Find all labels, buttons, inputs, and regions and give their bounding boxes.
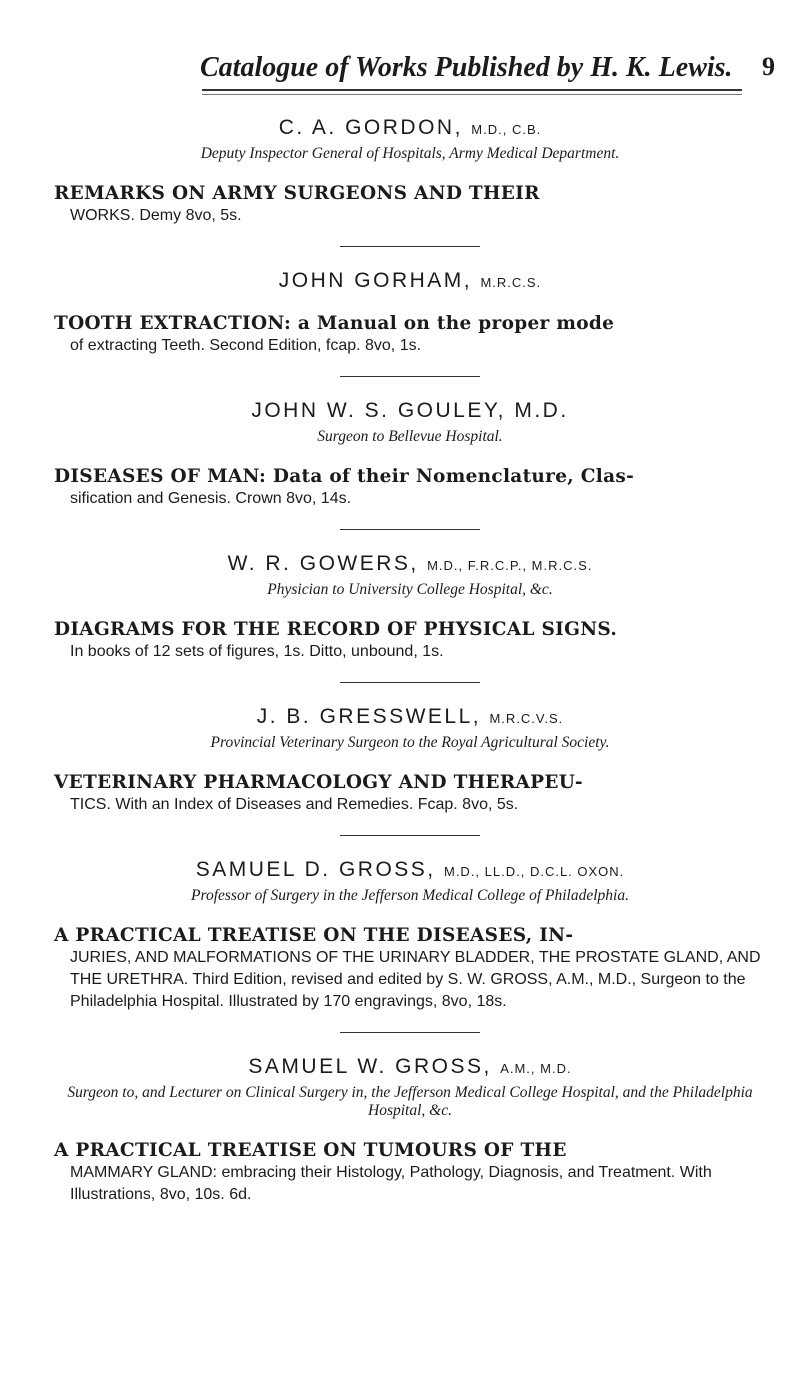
entry-divider bbox=[340, 835, 480, 836]
catalogue-entry bbox=[54, 858, 766, 1012]
work-description: TICS. With an Index of Diseases and Remedies. Fcap. 8vo, 5s. bbox=[70, 796, 519, 813]
author-name bbox=[54, 116, 766, 140]
header-rule bbox=[202, 89, 742, 91]
author-name bbox=[54, 399, 766, 423]
work-listing bbox=[54, 772, 766, 815]
catalogue-entry bbox=[54, 116, 766, 226]
author-credentials: A.M., M.D. bbox=[500, 1061, 572, 1076]
author-name bbox=[54, 552, 766, 576]
work-title: A PRACTICAL TREATISE ON THE DISEASES, IN- bbox=[54, 925, 574, 946]
work-description: JURIES, AND MALFORMATIONS OF THE URINARY BLADDER, THE PROSTATE GLAND, AND THE URETHRA. Third Edition, revised and edited by S. W. GROSS, A.M., M.D., Surgeon to the Philadelphia Hospital. Illustrated by 170 engravings, 8vo, 18s. bbox=[70, 949, 761, 1010]
work-title: VETERINARY PHARMACOLOGY AND THERAPEU- bbox=[54, 772, 583, 793]
entry-divider bbox=[340, 682, 480, 683]
work-title: REMARKS ON ARMY SURGEONS AND THEIR bbox=[54, 183, 540, 204]
author-credentials: M.D., C.B. bbox=[471, 122, 542, 137]
author-affiliation: Surgeon to Bellevue Hospital. bbox=[317, 428, 503, 445]
entry-divider bbox=[340, 529, 480, 530]
author-text: SAMUEL D. GROSS, bbox=[195, 858, 436, 881]
author-text: JOHN W. S. GOULEY, M.D. bbox=[251, 399, 569, 422]
work-listing bbox=[54, 619, 766, 662]
work-description: In books of 12 sets of figures, 1s. Ditto, unbound, 1s. bbox=[70, 643, 444, 660]
author-name bbox=[54, 858, 766, 882]
running-title: Catalogue of Works Published by H. K. Lewis. bbox=[200, 52, 733, 83]
work-description: of extracting Teeth. Second Edition, fcap. 8vo, 1s. bbox=[70, 337, 422, 354]
work-listing bbox=[54, 1140, 766, 1205]
work-description: MAMMARY GLAND: embracing their Histology, Pathology, Diagnosis, and Treatment. With Illustrations, 8vo, 10s. 6d. bbox=[70, 1164, 712, 1203]
author-affiliation: Physician to University College Hospital, &c. bbox=[267, 581, 553, 598]
work-description: sification and Genesis. Crown 8vo, 14s. bbox=[70, 490, 352, 507]
work-listing bbox=[54, 313, 766, 356]
work-title: DISEASES OF MAN: Data of their Nomenclature, Clas- bbox=[54, 466, 635, 487]
author-text: JOHN GORHAM, bbox=[278, 269, 473, 292]
page-header bbox=[190, 36, 775, 86]
author-credentials: M.R.C.V.S. bbox=[489, 711, 564, 726]
catalogue-entry bbox=[54, 269, 766, 356]
catalogue-entries bbox=[54, 112, 766, 1205]
entry-divider bbox=[340, 246, 480, 247]
author-text: SAMUEL W. GROSS, bbox=[248, 1055, 492, 1078]
catalogue-entry bbox=[54, 1055, 766, 1205]
entry-divider bbox=[340, 376, 480, 377]
author-name bbox=[54, 269, 766, 293]
work-description: WORKS. Demy 8vo, 5s. bbox=[70, 207, 242, 224]
page-number: 9 bbox=[762, 52, 775, 81]
author-affiliation: Deputy Inspector General of Hospitals, Army Medical Department. bbox=[200, 145, 620, 162]
work-listing bbox=[54, 466, 766, 509]
author-text: C. A. GORDON, bbox=[278, 116, 463, 139]
author-credentials: M.D., LL.D., D.C.L. OXON. bbox=[443, 864, 625, 879]
work-listing bbox=[54, 925, 766, 1012]
catalogue-entry bbox=[54, 399, 766, 509]
work-listing bbox=[54, 183, 766, 226]
work-title: A PRACTICAL TREATISE ON TUMOURS OF THE bbox=[54, 1140, 567, 1161]
author-affiliation: Provincial Veterinary Surgeon to the Royal Agricultural Society. bbox=[210, 734, 610, 751]
entry-divider bbox=[340, 1032, 480, 1033]
work-title: TOOTH EXTRACTION: a Manual on the proper mode bbox=[54, 313, 615, 334]
work-title: DIAGRAMS FOR THE RECORD OF PHYSICAL SIGNS. bbox=[54, 619, 618, 640]
catalogue-entry bbox=[54, 705, 766, 815]
author-text: W. R. GOWERS, bbox=[227, 552, 419, 575]
author-credentials: M.R.C.S. bbox=[480, 275, 542, 290]
author-name bbox=[54, 705, 766, 729]
author-name bbox=[54, 1055, 766, 1079]
catalogue-entry bbox=[54, 552, 766, 662]
author-credentials: M.D., F.R.C.P., M.R.C.S. bbox=[427, 558, 593, 573]
header-rule-thin bbox=[202, 94, 742, 95]
author-text: J. B. GRESSWELL, bbox=[256, 705, 482, 728]
author-affiliation: Professor of Surgery in the Jefferson Medical College of Philadelphia. bbox=[191, 887, 629, 904]
author-affiliation: Surgeon to, and Lecturer on Clinical Surgery in, the Jefferson Medical College Hospital, and the Philadelphia Hospital, &c. bbox=[67, 1084, 753, 1119]
